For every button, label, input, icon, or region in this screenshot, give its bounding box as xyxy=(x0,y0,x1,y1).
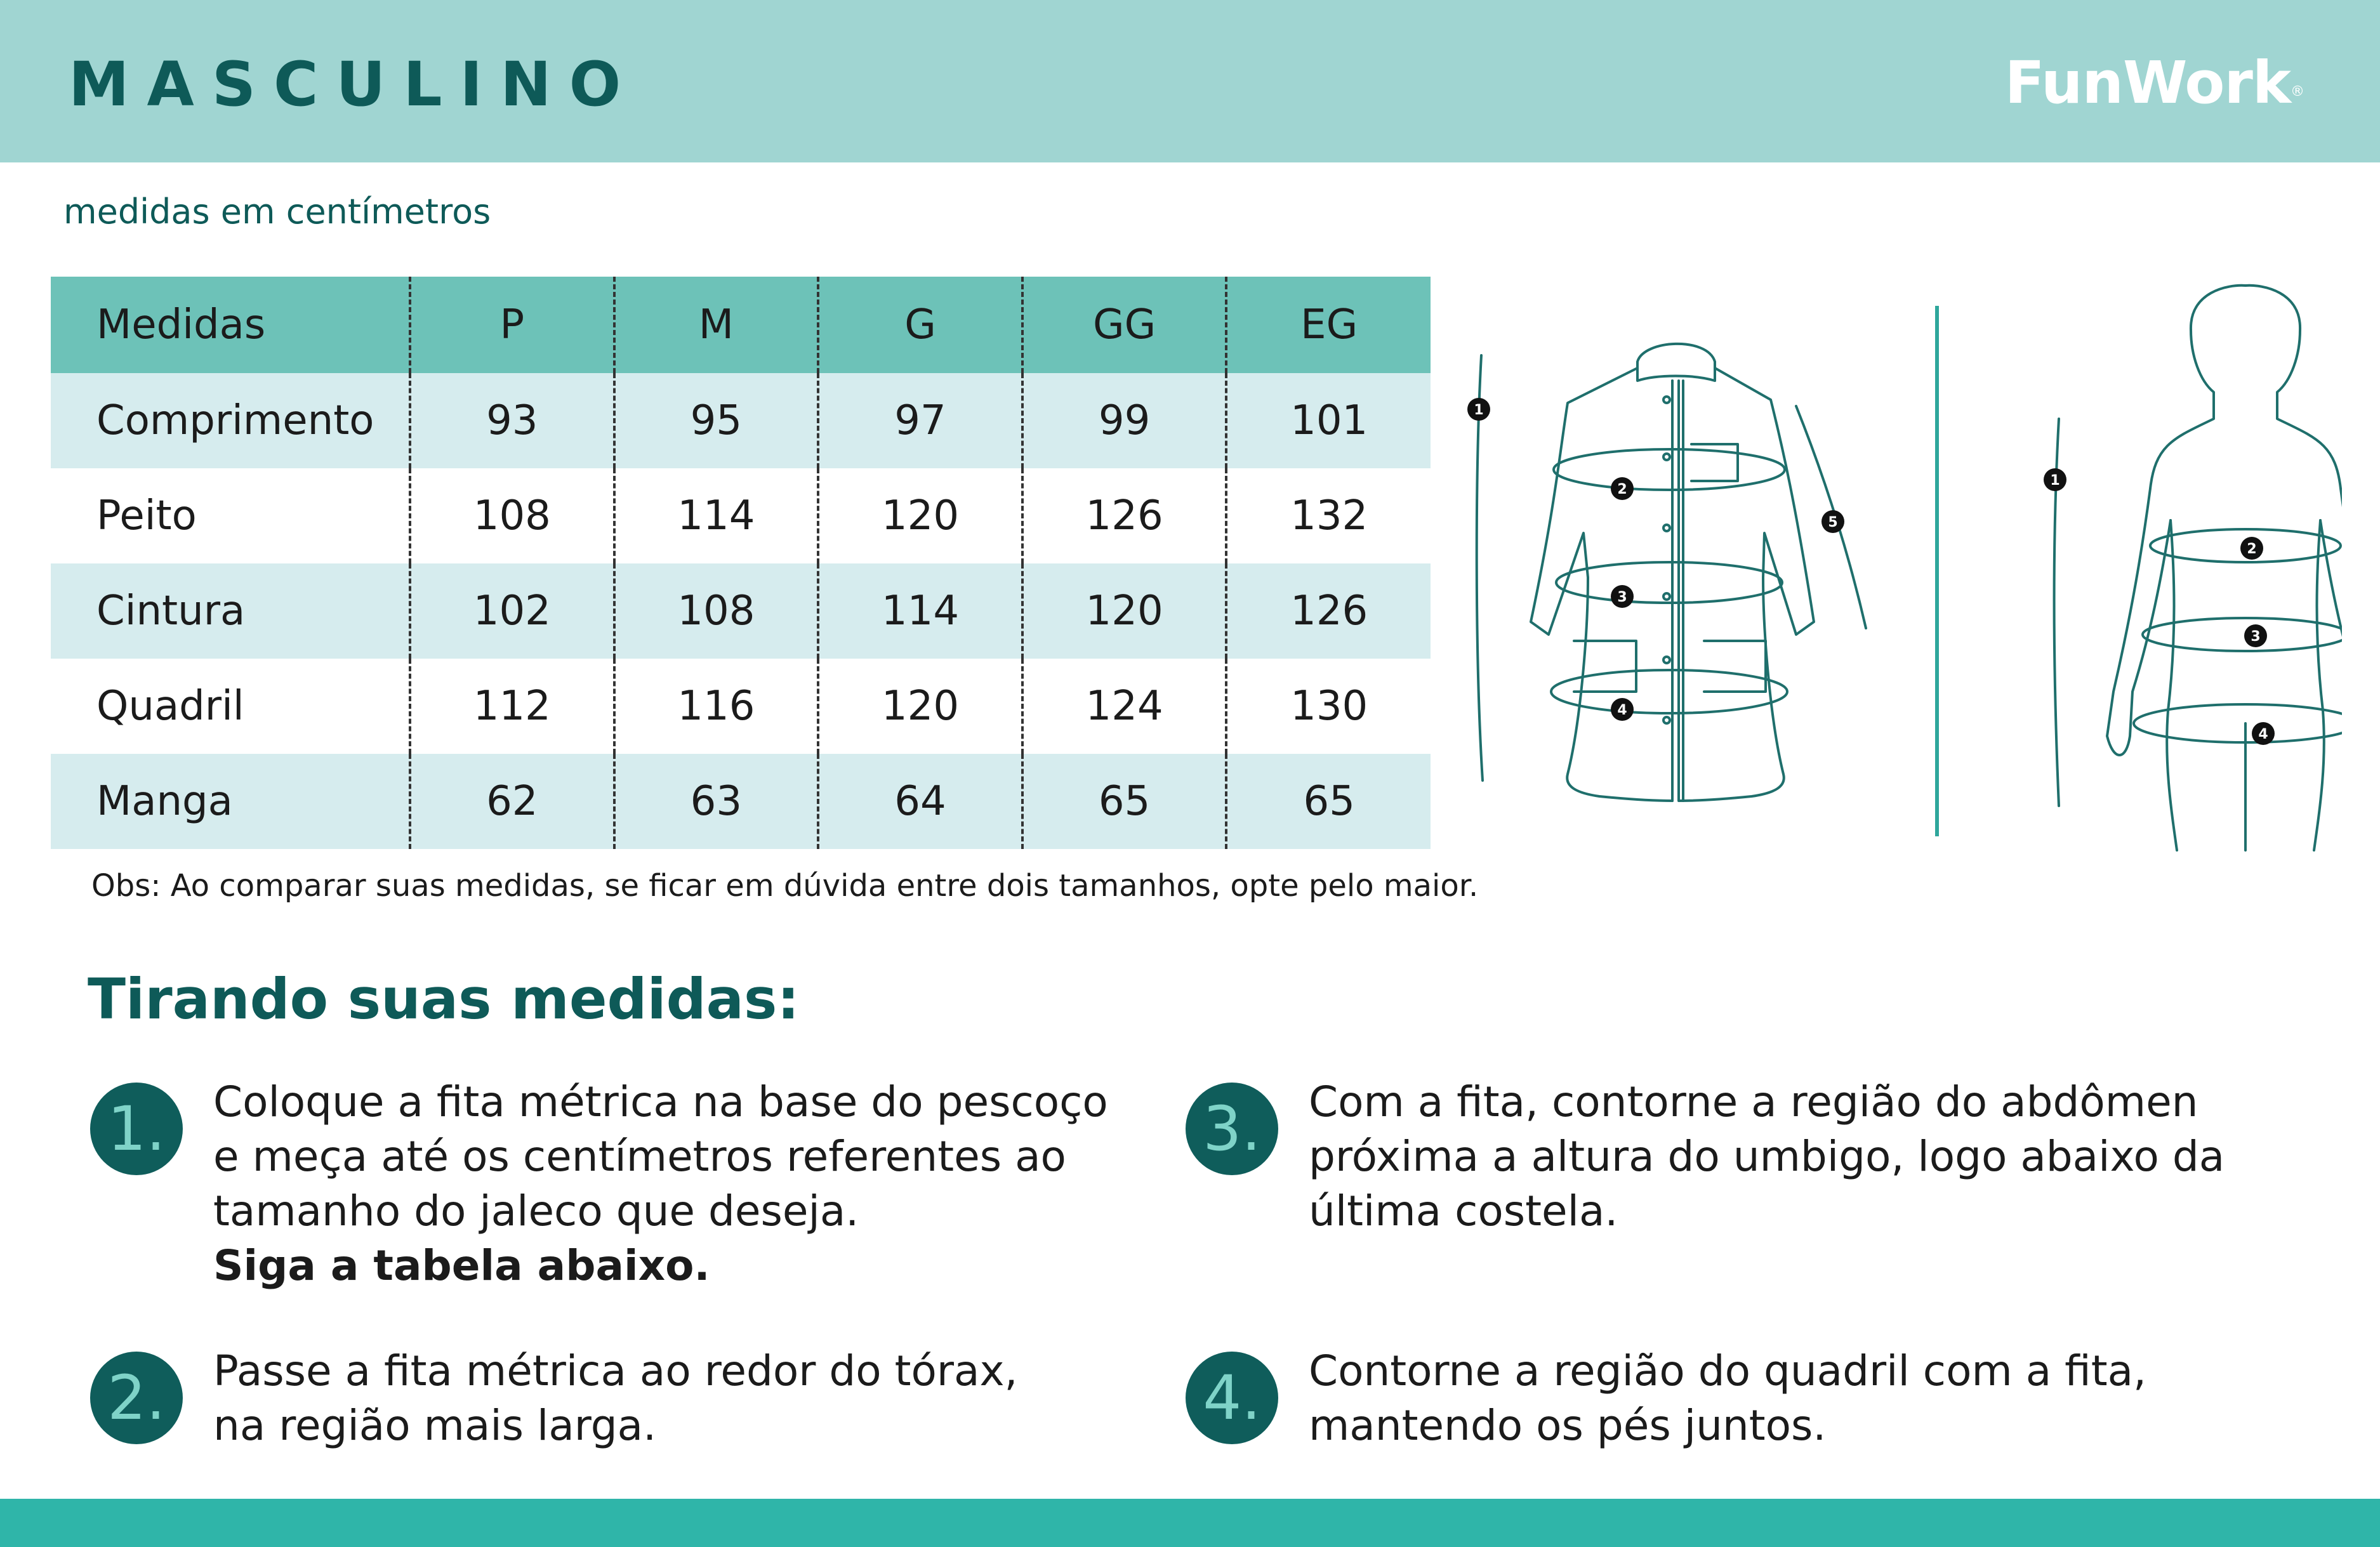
step-number: 2. xyxy=(90,1352,183,1444)
row-label: Cintura xyxy=(51,563,410,659)
table-cell: 116 xyxy=(614,659,819,754)
table-cell: 126 xyxy=(1022,468,1227,563)
column-header: P xyxy=(410,277,614,373)
column-header: EG xyxy=(1226,277,1431,373)
brand-logo xyxy=(2005,48,2304,118)
brand-name: FunWork xyxy=(2004,49,2291,117)
table-cell: 108 xyxy=(614,563,819,659)
table-cell: 120 xyxy=(818,468,1022,563)
column-header: Medidas xyxy=(51,277,410,373)
table-row xyxy=(51,563,1431,659)
table-cell: 63 xyxy=(614,754,819,849)
column-header: GG xyxy=(1022,277,1227,373)
table-row xyxy=(51,468,1431,563)
step-line: Coloque a fita métrica na base do pescoço xyxy=(213,1077,1108,1126)
marker-4-label: 4 xyxy=(1617,702,1627,718)
table-cell: 93 xyxy=(410,373,614,468)
step-line: próxima a altura do umbigo, logo abaixo da xyxy=(1309,1132,2225,1181)
marker-2-label: 2 xyxy=(1617,482,1627,497)
table-cell: 97 xyxy=(818,373,1022,468)
marker-5-label: 5 xyxy=(1828,515,1838,530)
coat-figure xyxy=(1477,344,1866,801)
body-marker-1-label: 1 xyxy=(2050,473,2060,489)
step-text xyxy=(1309,1344,2146,1453)
table-cell: 99 xyxy=(1022,373,1227,468)
step-line: Com a fita, contorne a região do abdômen xyxy=(1309,1077,2198,1126)
table-cell: 101 xyxy=(1226,373,1431,468)
table-cell: 64 xyxy=(818,754,1022,849)
table-cell: 62 xyxy=(410,754,614,849)
page-title: MASCULINO xyxy=(69,49,639,120)
table-cell: 112 xyxy=(410,659,614,754)
step-text xyxy=(1309,1075,2225,1239)
step-line: mantendo os pés juntos. xyxy=(1309,1401,1827,1450)
column-header: G xyxy=(818,277,1022,373)
section-title: Tirando suas medidas: xyxy=(88,966,800,1032)
step-number: 3. xyxy=(1186,1083,1278,1175)
table-cell: 102 xyxy=(410,563,614,659)
row-label: Comprimento xyxy=(51,373,410,468)
row-label: Manga xyxy=(51,754,410,849)
column-header: M xyxy=(614,277,819,373)
step-line: tamanho do jaleco que deseja. xyxy=(213,1187,859,1235)
step-line: última costela. xyxy=(1309,1187,1618,1235)
step-number: 4. xyxy=(1186,1352,1278,1444)
observation-note: Obs: Ao comparar suas medidas, se ficar em dúvida entre dois tamanhos, opte pelo maior. xyxy=(91,868,1479,904)
units-subtitle: medidas em centímetros xyxy=(63,192,491,232)
coat-markers xyxy=(1467,398,1844,721)
table-cell: 124 xyxy=(1022,659,1227,754)
table-cell: 132 xyxy=(1226,468,1431,563)
footer-bar xyxy=(0,1499,2380,1547)
table-cell: 95 xyxy=(614,373,819,468)
body-marker-3-label: 3 xyxy=(2251,629,2261,645)
table-cell: 120 xyxy=(818,659,1022,754)
step-line: Passe a fita métrica ao redor do tórax, xyxy=(213,1346,1018,1395)
table-cell: 120 xyxy=(1022,563,1227,659)
measurement-illustration xyxy=(1453,279,2342,863)
table-cell: 130 xyxy=(1226,659,1431,754)
body-marker-4-label: 4 xyxy=(2258,727,2268,742)
step-line: Contorne a região do quadril com a fita, xyxy=(1309,1346,2147,1395)
table-cell: 65 xyxy=(1022,754,1227,849)
registered-mark: ® xyxy=(2291,84,2304,100)
size-table xyxy=(51,277,1431,849)
table-cell: 108 xyxy=(410,468,614,563)
step-number: 1. xyxy=(90,1083,183,1175)
row-label: Peito xyxy=(51,468,410,563)
body-figure xyxy=(2054,286,2343,850)
step-text xyxy=(213,1344,1018,1453)
step-line: na região mais larga. xyxy=(213,1401,657,1450)
table-row xyxy=(51,754,1431,849)
step-text xyxy=(213,1075,1108,1293)
table-row xyxy=(51,659,1431,754)
row-label: Quadril xyxy=(51,659,410,754)
table-row xyxy=(51,373,1431,468)
table-header-row xyxy=(51,277,1431,373)
marker-1-label: 1 xyxy=(1474,402,1484,418)
table-cell: 114 xyxy=(818,563,1022,659)
table-cell: 114 xyxy=(614,468,819,563)
marker-3-label: 3 xyxy=(1617,589,1627,605)
table-cell: 65 xyxy=(1226,754,1431,849)
header-bar xyxy=(0,0,2380,162)
step-emphasis: Siga a tabela abaixo. xyxy=(213,1241,710,1290)
step-line: e meça até os centímetros referentes ao xyxy=(213,1132,1066,1181)
table-cell: 126 xyxy=(1226,563,1431,659)
body-marker-2-label: 2 xyxy=(2247,541,2257,557)
